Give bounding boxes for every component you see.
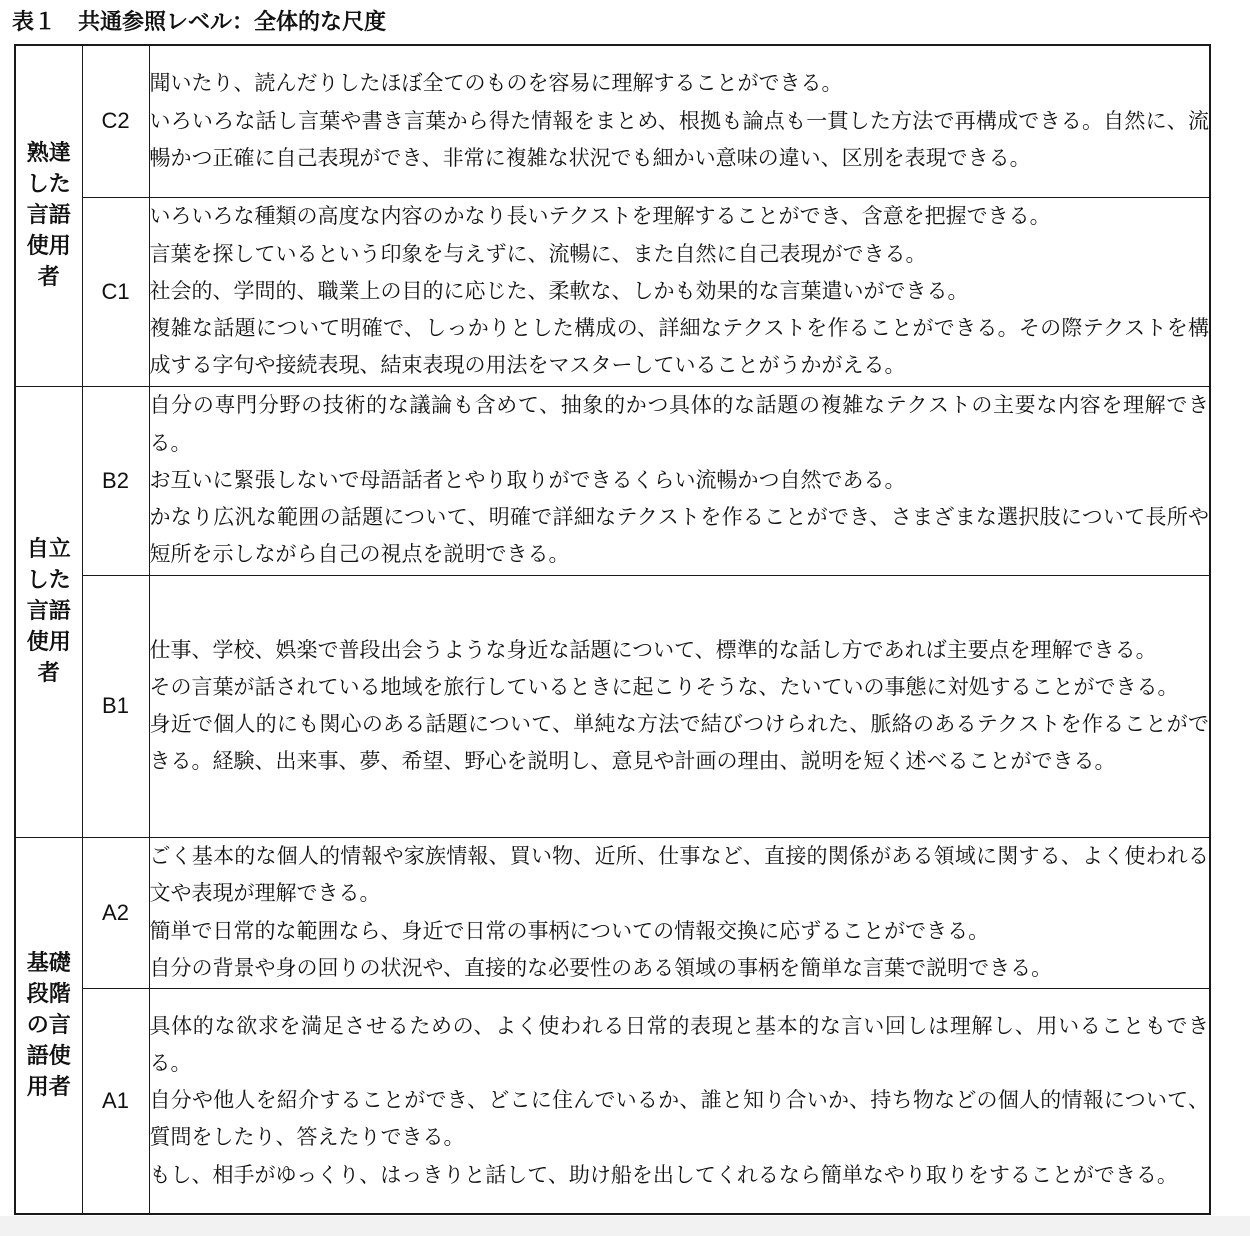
description-line: 自分の専門分野の技術的な議論も含めて、抽象的かつ具体的な話題の複雑なテクストの主要な内容を理解できる。 <box>149 393 1209 455</box>
level-description <box>149 386 1210 575</box>
description-line: お互いに緊張しないで母語話者とやり取りができるくらい流暢かつ自然である。 <box>149 467 906 492</box>
description-line: 聞いたり、読んだりしたほぼ全てのものを容易に理解することができる。 <box>149 71 843 96</box>
level-description <box>149 988 1210 1214</box>
level-code: B1 <box>82 575 149 837</box>
description-line: 社会的、学問的、職業上の目的に応じた、柔軟な、しかも効果的な言葉遣いができる。 <box>149 278 969 303</box>
table-row <box>15 197 1210 386</box>
description-line: 仕事、学校、娯楽で普段出会うような身近な話題について、標準的な話し方であれば主要点を理解できる。 <box>149 637 1157 662</box>
description-line: いろいろな種類の高度な内容のかなり長いテクストを理解することができ、含意を把握できる。 <box>149 204 1051 229</box>
description-line: ごく基本的な個人的情報や家族情報、買い物、近所、仕事など、直接的関係がある領域に関する、よく使われる文や表現が理解できる。 <box>149 844 1209 906</box>
cefr-global-scale-table <box>14 44 1211 1215</box>
level-code: C2 <box>82 45 149 197</box>
description-line: かなり広汎な範囲の話題について、明確で詳細なテクストを作ることができ、さまざまな選択肢について長所や短所を示しながら自己の視点を説明できる。 <box>149 505 1209 567</box>
level-code: B2 <box>82 386 149 575</box>
description-line: いろいろな話し言葉や書き言葉から得た情報をまとめ、根拠も論点も一貫した方法で再構成できる。自然に、流暢かつ正確に自己表現ができ、非常に複雑な状況でも細かい意味の違い、区別を表現できる。 <box>149 108 1209 170</box>
table-row <box>15 575 1210 837</box>
level-code: A1 <box>82 988 149 1214</box>
description-line: 複雑な話題について明確で、しっかりとした構成の、詳細なテクストを作ることができる。その際テクストを構成する字句や接続表現、結束表現の用法をマスターしていることがうかがえる。 <box>149 316 1209 378</box>
description-line: 身近で個人的にも関心のある話題について、単純な方法で結びつけられた、脈絡のあるテクストを作ることができる。経験、出来事、夢、希望、野心を説明し、意見や計画の理由、説明を短く述べることができる。 <box>149 712 1209 774</box>
level-code: C1 <box>82 197 149 386</box>
description-line: 自分や他人を紹介することができ、どこに住んでいるか、誰と知り合いか、持ち物などの個人的情報について、質問をしたり、答えたりできる。 <box>149 1088 1209 1150</box>
level-description <box>149 575 1210 837</box>
caption-title: 共通参照レベル：全体的な尺度 <box>78 10 387 35</box>
description-line: もし、相手がゆっくり、はっきりと話して、助け船を出してくれるなら簡単なやり取りをすることができる。 <box>149 1162 1178 1187</box>
category-cell: 自立した言語使用者 <box>15 386 82 837</box>
category-cell: 熟達した言語使用者 <box>15 45 82 386</box>
category-cell: 基礎段階の言語使用者 <box>15 837 82 1214</box>
level-code: A2 <box>82 837 149 988</box>
table-caption <box>12 8 386 38</box>
table-row <box>15 45 1210 197</box>
caption-label: 表１ <box>12 10 57 35</box>
level-description <box>149 197 1210 386</box>
level-description <box>149 837 1210 988</box>
table-row <box>15 988 1210 1214</box>
page-bottom-strip <box>0 1216 1250 1236</box>
description-line: 具体的な欲求を満足させるための、よく使われる日常的表現と基本的な言い回しは理解し、用いることもできる。 <box>149 1013 1209 1075</box>
table-row <box>15 386 1210 575</box>
description-line: 自分の背景や身の回りの状況や、直接的な必要性のある領域の事柄を簡単な言葉で説明できる。 <box>149 955 1053 980</box>
description-line: 言葉を探しているという印象を与えずに、流暢に、また自然に自己表現ができる。 <box>149 241 927 266</box>
description-line: その言葉が話されている地域を旅行しているときに起こりそうな、たいていの事態に対処することができる。 <box>149 674 1179 699</box>
level-description <box>149 45 1210 197</box>
description-line: 簡単で日常的な範囲なら、身近で日常の事柄についての情報交換に応ずることができる。 <box>149 918 990 943</box>
table-row <box>15 837 1210 988</box>
